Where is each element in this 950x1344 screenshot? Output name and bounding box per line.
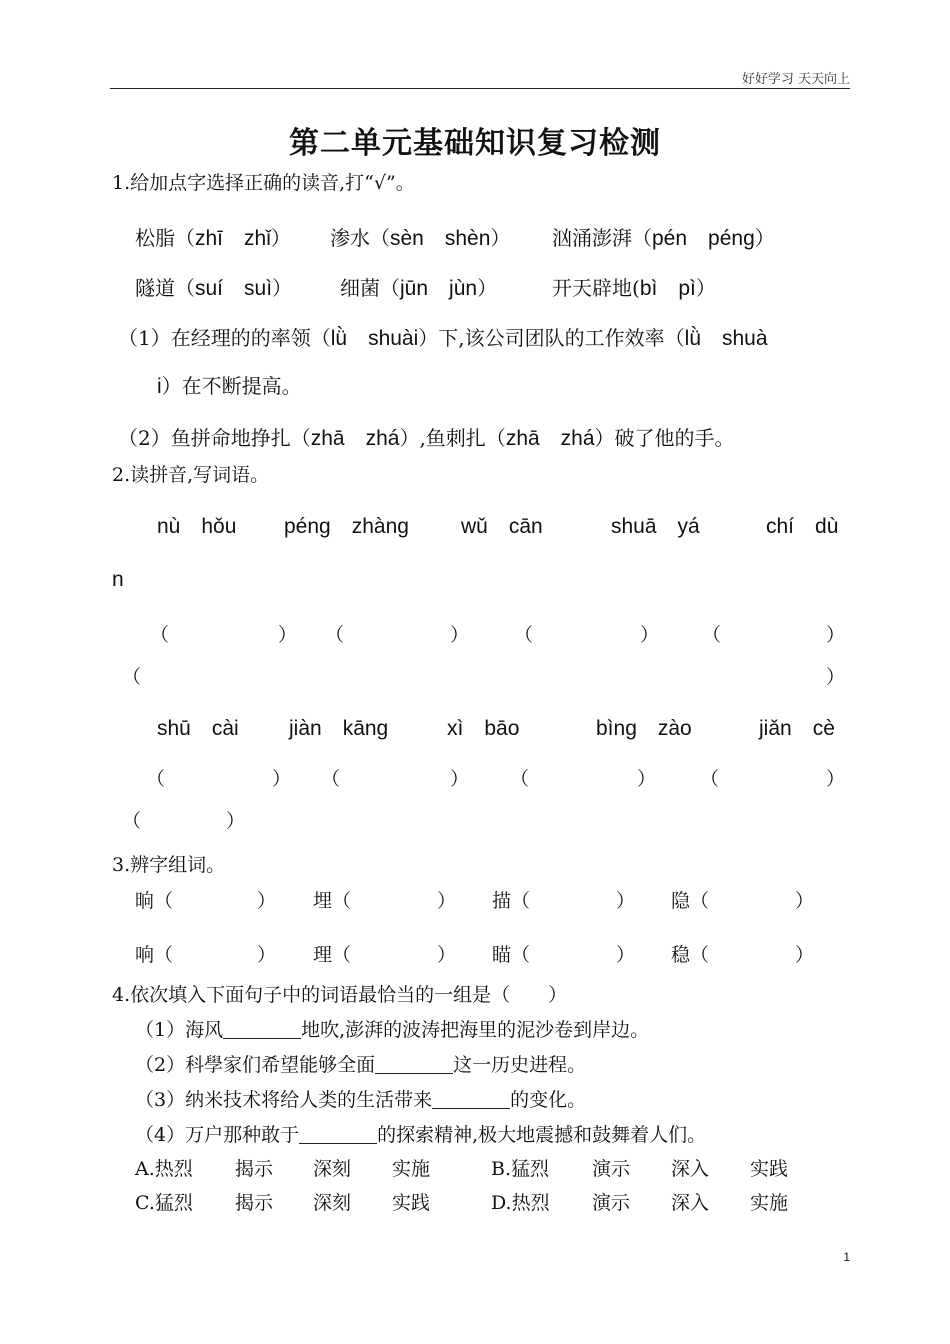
pinyin-word-wrap: n (112, 568, 124, 591)
q4-sentence-3: （3）纳米技术将给人类的生活带来 的变化。 (135, 1089, 587, 1111)
answer-open-paren: （ (702, 624, 722, 646)
option-c-word: 深刻 (313, 1192, 352, 1214)
answer-close-paren: ） (450, 624, 470, 646)
answer-close-paren: ） (826, 768, 846, 790)
q4-sentence-4: （4）万户那种敢于 的探索精神,极大地震撼和鼓舞着人们。 (135, 1124, 707, 1146)
answer-close-paren: ） (257, 890, 277, 912)
answer-close-paren: ） (257, 944, 277, 966)
char-item: 稳（ (671, 944, 710, 966)
q1-sentence-1-cont: i）在不断提高。 (157, 374, 302, 398)
option-a-word: 深刻 (313, 1158, 352, 1180)
answer-close-paren: ） (637, 768, 657, 790)
answer-close-paren: ） (616, 890, 636, 912)
header-rule (110, 88, 850, 89)
option-a-word: 实施 (392, 1158, 431, 1180)
char-item: 响（ (135, 944, 174, 966)
char-item: 隐（ (671, 890, 710, 912)
q1-item: 汹涌澎湃（pén péng） (552, 226, 775, 250)
answer-open-paren: （ (325, 624, 345, 646)
answer-close-paren: ） (826, 624, 846, 646)
answer-open-paren: （ (510, 768, 530, 790)
answer-close-paren: ） (272, 768, 292, 790)
q1-sentence-2: （2）鱼拼命地挣扎（zhā zhá）,鱼刺扎（zhā zhá）破了他的手。 (118, 426, 735, 450)
fill-blank (299, 1125, 377, 1144)
pinyin-word: jiǎn cè (759, 717, 835, 740)
option-d-word: 实施 (750, 1192, 789, 1214)
q1-item: 隧道（suí suì） (135, 276, 293, 300)
fill-blank (432, 1090, 510, 1109)
option-c-word: 揭示 (235, 1192, 274, 1214)
q4-heading: 4.依次填入下面句子中的词语最恰当的一组是（ ） (112, 984, 568, 1006)
option-d-word: 演示 (592, 1192, 631, 1214)
q2-heading: 2.读拼音,写词语。 (112, 464, 270, 486)
option-c-word: C.猛烈 (135, 1192, 193, 1214)
pinyin-word: péng zhàng (284, 515, 409, 538)
answer-close-paren: ） (450, 768, 470, 790)
answer-close-paren: ） (437, 944, 457, 966)
char-item: 埋（ (313, 890, 352, 912)
option-d-word: 深入 (671, 1192, 710, 1214)
char-item: 瞄（ (492, 944, 531, 966)
answer-open-paren: （ (150, 624, 170, 646)
char-item: 理（ (313, 944, 352, 966)
answer-open-paren: （ (514, 624, 534, 646)
answer-close-paren: ） (640, 624, 660, 646)
fill-blank (223, 1020, 301, 1039)
fill-blank (375, 1055, 453, 1074)
q1-item: 细菌（jūn jùn） (340, 276, 498, 300)
char-item: 晌（ (135, 890, 174, 912)
pinyin-word: jiàn kāng (289, 717, 389, 740)
answer-open-paren: （ (122, 810, 142, 832)
answer-close-paren: ） (616, 944, 636, 966)
q1-sentence-1: （1）在经理的的率领（lǜ shuài）下,该公司团队的工作效率（lǜ shuà (118, 326, 768, 350)
answer-open-paren: （ (146, 768, 166, 790)
answer-close-paren: ） (795, 944, 815, 966)
option-d-word: D.热烈 (491, 1192, 550, 1214)
answer-close-paren: ） (226, 810, 246, 832)
document-title: 第二单元基础知识复习检测 (289, 126, 661, 161)
option-b-word: B.猛烈 (491, 1158, 550, 1180)
q1-heading: 1.给加点字选择正确的读音,打“√”。 (112, 172, 415, 194)
answer-close-paren: ） (795, 890, 815, 912)
option-b-word: 深入 (671, 1158, 710, 1180)
q4-sentence-2: （2）科學家们希望能够全面 这一历史进程。 (135, 1054, 587, 1076)
option-c-word: 实践 (392, 1192, 431, 1214)
option-b-word: 实践 (750, 1158, 789, 1180)
answer-open-paren: （ (700, 768, 720, 790)
pinyin-word: wǔ cān (461, 515, 543, 538)
answer-close-paren: ） (278, 624, 298, 646)
option-a-word: A.热烈 (135, 1158, 193, 1180)
pinyin-word: shuā yá (611, 515, 700, 538)
option-b-word: 演示 (592, 1158, 631, 1180)
pinyin-word: chí dù (766, 515, 839, 538)
pinyin-word: shū cài (157, 717, 239, 740)
q1-item: 松脂（zhī zhǐ） (135, 226, 291, 250)
q3-heading: 3.辨字组词。 (112, 854, 226, 876)
q1-item: 开天辟地(bì pì） (552, 276, 716, 300)
answer-open-paren: （ (321, 768, 341, 790)
answer-close-paren: ） (826, 666, 846, 688)
q1-item: 渗水（sèn shèn） (330, 226, 511, 250)
answer-open-paren: （ (122, 666, 142, 688)
pinyin-word: nù hǒu (157, 515, 237, 538)
pinyin-word: xì bāo (447, 717, 520, 740)
answer-close-paren: ） (437, 890, 457, 912)
page-number: 1 (843, 1250, 850, 1264)
q4-sentence-1: （1）海风 地吹,澎湃的波涛把海里的泥沙卷到岸边。 (135, 1019, 650, 1041)
page-header-text: 好好学习 天天向上 (741, 72, 850, 87)
char-item: 描（ (492, 890, 531, 912)
option-a-word: 揭示 (235, 1158, 274, 1180)
pinyin-word: bìng zào (596, 717, 692, 740)
